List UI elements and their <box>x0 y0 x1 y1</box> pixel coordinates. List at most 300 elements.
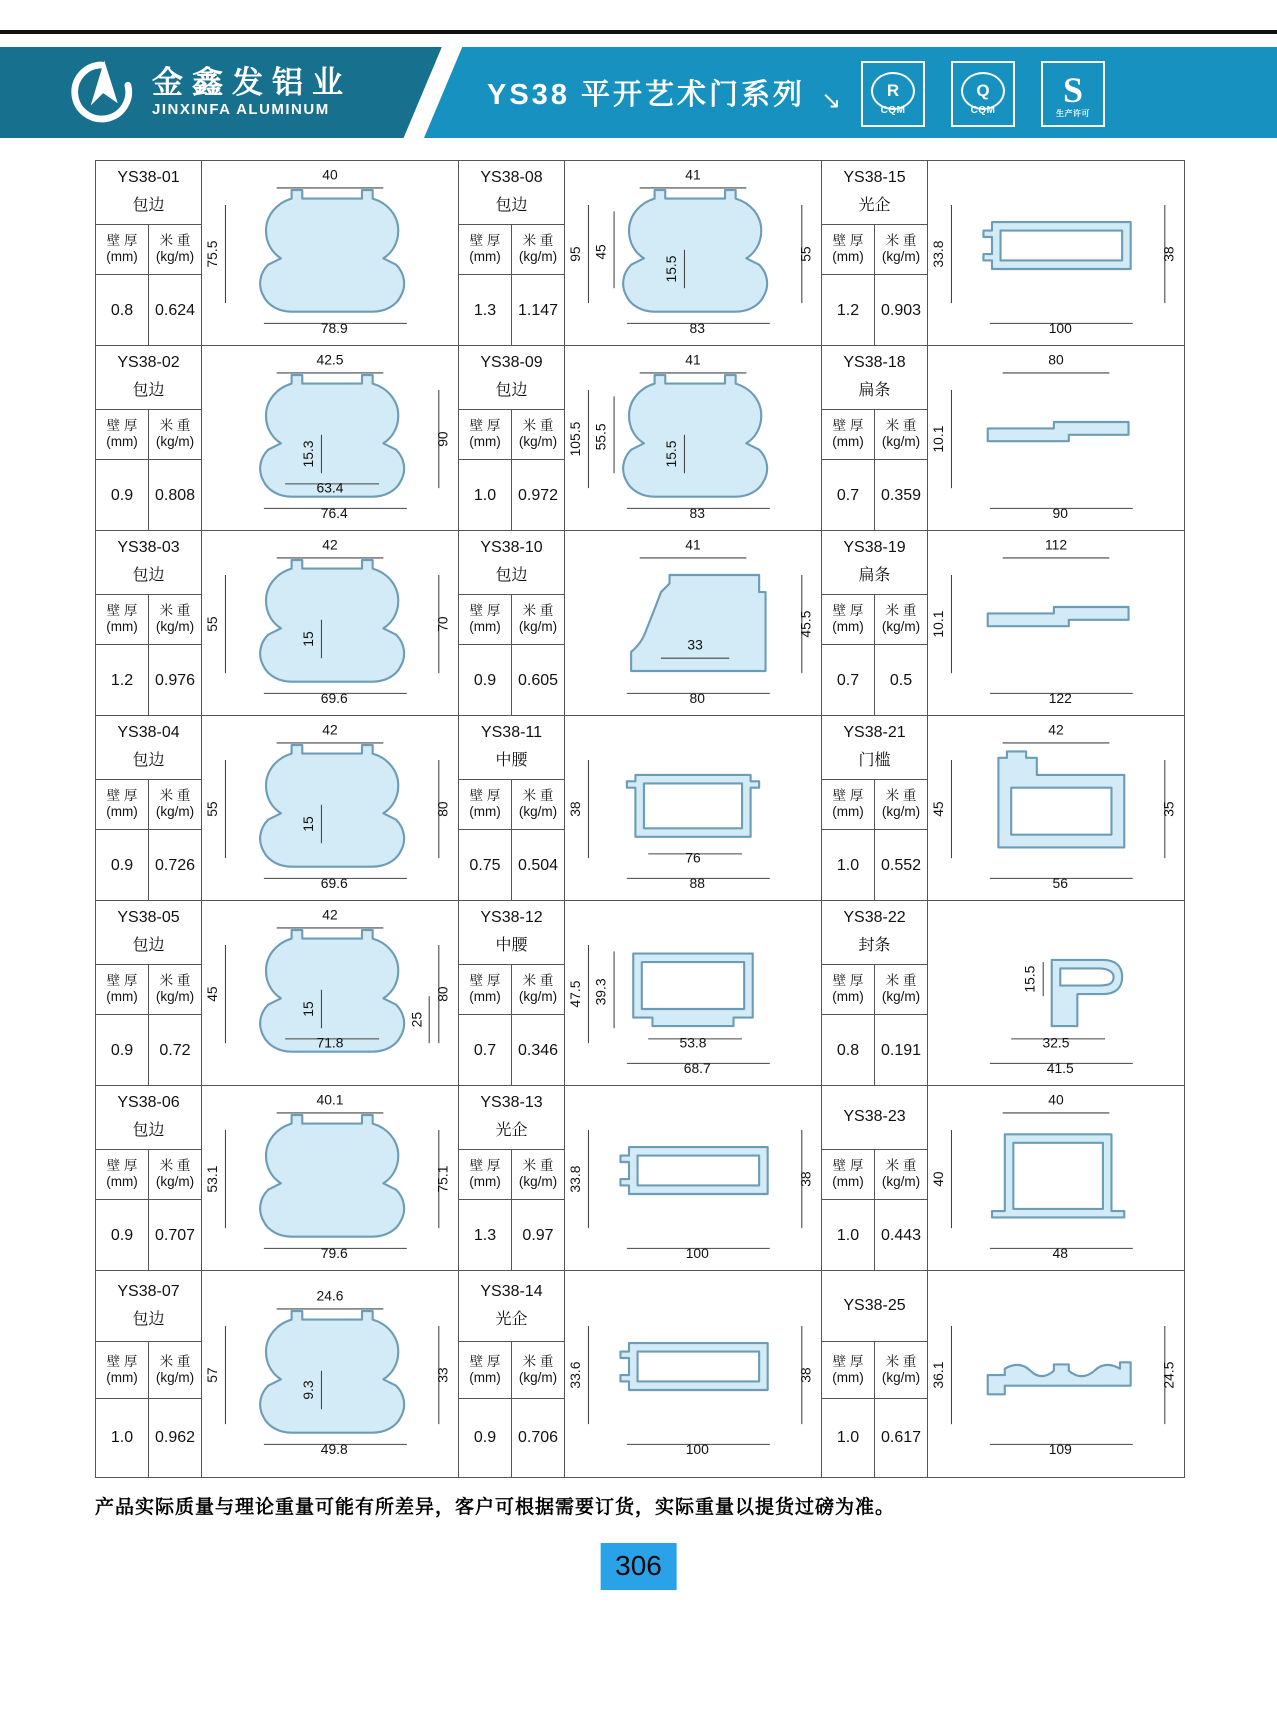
thickness-value: 1.0 <box>822 830 875 900</box>
dimension-label: 80 <box>434 986 451 1002</box>
profile-cell <box>458 346 821 530</box>
profile-title-cell <box>822 531 927 595</box>
dimension-label: 80 <box>434 801 451 817</box>
profile-value-row <box>822 645 927 715</box>
profile-code: YS38-09 <box>480 354 543 372</box>
profile-drawing-area <box>202 346 458 530</box>
thickness-value: 0.9 <box>96 1200 149 1270</box>
profile-title-cell <box>96 1271 201 1342</box>
dimension-label: 41 <box>685 536 701 553</box>
profile-cell <box>458 1086 821 1270</box>
dimension-label: 71.8 <box>316 1034 344 1051</box>
profile-value-row <box>459 1200 564 1270</box>
weight-header: 米 重 (kg/m) <box>881 418 921 450</box>
profile-value-row <box>459 460 564 530</box>
profile-header-row <box>96 595 201 646</box>
profile-value-row <box>459 830 564 900</box>
dimension-label: 55 <box>797 246 814 262</box>
cert-letter-icon <box>1063 69 1083 111</box>
dimension-label: 38 <box>1160 246 1177 262</box>
profile-code: YS38-22 <box>843 909 906 927</box>
profile-type: 包边 <box>132 937 165 955</box>
profile-code: YS38-21 <box>843 724 906 742</box>
series-title <box>487 47 844 138</box>
dimension-label: 38 <box>797 1171 814 1187</box>
profile-value-row <box>822 1015 927 1085</box>
profile-drawing-area <box>565 531 821 715</box>
series-title-text: YS38 平开艺术门系列 <box>487 79 805 111</box>
dimension-label: 36.1 <box>929 1361 946 1389</box>
brand-block <box>66 56 352 128</box>
profile-cell <box>96 531 458 715</box>
thickness-header: 壁 厚 (mm) <box>459 965 512 1015</box>
profile-title-cell <box>96 531 201 595</box>
profile-code: YS38-12 <box>480 909 543 927</box>
cert-sub: CQM <box>880 105 906 116</box>
profile-value-row <box>459 1015 564 1085</box>
profile-header-row <box>822 225 927 276</box>
profile-title-cell <box>459 346 564 410</box>
profile-code: YS38-08 <box>480 169 543 187</box>
profile-value-row <box>822 1399 927 1477</box>
profile-title-cell <box>459 161 564 225</box>
thickness-header: 壁 厚 (mm) <box>459 780 512 830</box>
profile-value-row <box>459 645 564 715</box>
profile-cell <box>821 346 1184 530</box>
profile-header-row <box>822 1150 927 1201</box>
weight-header: 米 重 (kg/m) <box>881 788 921 820</box>
profile-code: YS38-05 <box>117 909 180 927</box>
profile-type: 扁条 <box>858 382 891 400</box>
profile-type: 封条 <box>858 937 891 955</box>
dimension-label: 32.5 <box>1042 1034 1070 1051</box>
dimension-label: 78.9 <box>320 320 348 336</box>
weight-header: 米 重 (kg/m) <box>518 788 558 820</box>
dimension-label: 24.5 <box>1160 1361 1177 1389</box>
profile-header-row <box>822 595 927 646</box>
dimension-label: 55.5 <box>592 423 609 451</box>
profile-code: YS38-11 <box>480 724 543 742</box>
weight-value: 0.504 <box>517 856 559 874</box>
thickness-header: 壁 厚 (mm) <box>822 1342 875 1398</box>
profile-value-row <box>96 1015 201 1085</box>
profile-type: 包边 <box>495 197 528 215</box>
profile-info-table <box>822 1271 928 1477</box>
dimension-label: 33 <box>687 636 703 653</box>
profile-drawing-area <box>928 1271 1184 1477</box>
profile-drawing-area <box>565 716 821 900</box>
profile-cell <box>96 346 458 530</box>
profile-value-row <box>822 275 927 345</box>
weight-header: 米 重 (kg/m) <box>155 233 195 265</box>
thickness-header: 壁 厚 (mm) <box>96 965 149 1015</box>
weight-header: 米 重 (kg/m) <box>518 233 558 265</box>
profile-header-row <box>96 225 201 276</box>
dimension-label: 33.8 <box>929 240 946 268</box>
profile-info-table <box>96 1086 202 1270</box>
dimension-label: 69.6 <box>320 875 348 891</box>
thickness-value: 1.2 <box>96 645 149 715</box>
profile-title-cell <box>96 716 201 780</box>
profile-title-cell <box>459 1271 564 1342</box>
thickness-header: 壁 厚 (mm) <box>459 410 512 460</box>
weight-header: 米 重 (kg/m) <box>518 1353 558 1385</box>
thickness-value: 0.7 <box>822 645 875 715</box>
thickness-header: 壁 厚 (mm) <box>822 780 875 830</box>
profile-value-row <box>822 460 927 530</box>
profile-value-row <box>96 1200 201 1270</box>
page-header <box>0 47 1277 138</box>
dimension-label: 42.5 <box>316 351 344 368</box>
profile-drawing <box>928 1086 1184 1270</box>
profile-info-table <box>459 161 565 345</box>
thickness-value: 1.3 <box>459 275 512 345</box>
thickness-header: 壁 厚 (mm) <box>459 595 512 645</box>
dimension-label: 15.5 <box>662 255 679 283</box>
weight-value: 0.808 <box>154 486 196 504</box>
profile-info-table <box>96 531 202 715</box>
profile-drawing-area <box>928 346 1184 530</box>
profile-value-row <box>96 645 201 715</box>
weight-value: 0.443 <box>880 1226 922 1244</box>
thickness-header: 壁 厚 (mm) <box>459 225 512 275</box>
thickness-value: 0.8 <box>822 1015 875 1085</box>
weight-value: 0.962 <box>154 1429 196 1447</box>
cert-badge-q-cqm <box>951 61 1015 127</box>
weight-header: 米 重 (kg/m) <box>881 973 921 1005</box>
profile-code: YS38-19 <box>843 539 906 557</box>
thickness-header: 壁 厚 (mm) <box>459 1342 512 1398</box>
profile-cell <box>458 901 821 1085</box>
profile-value-row <box>96 275 201 345</box>
weight-value: 1.147 <box>517 301 559 319</box>
dimension-label: 42 <box>322 906 338 923</box>
profile-drawing-area <box>202 531 458 715</box>
cert-sub: 生产许可 <box>1056 109 1090 118</box>
profile-header-row <box>96 780 201 831</box>
dimension-label: 15 <box>299 1001 316 1017</box>
profile-title-cell <box>459 1086 564 1150</box>
dimension-label: 45 <box>592 244 609 260</box>
profile-info-table <box>459 346 565 530</box>
weight-value: 0.706 <box>517 1429 559 1447</box>
dimension-label: 55 <box>203 616 220 632</box>
dimension-label: 40 <box>929 1171 946 1187</box>
weight-value: 0.5 <box>889 671 913 689</box>
profile-header-row <box>459 1150 564 1201</box>
profile-value-row <box>822 1200 927 1270</box>
profile-value-row <box>96 1399 201 1477</box>
profile-header-row <box>96 410 201 461</box>
dimension-label: 40.1 <box>316 1091 344 1108</box>
profile-header-row <box>459 1342 564 1399</box>
profile-drawing <box>565 1271 821 1477</box>
dimension-label: 69.6 <box>320 690 348 706</box>
profile-header-row <box>96 1342 201 1399</box>
profile-drawing <box>202 901 458 1085</box>
profile-type: 包边 <box>132 752 165 770</box>
profile-row <box>96 716 1184 901</box>
dimension-label: 41 <box>685 166 701 183</box>
profile-drawing-area <box>202 161 458 345</box>
profile-drawing <box>565 161 821 345</box>
cert-badge-r-cqm <box>861 61 925 127</box>
weight-header: 米 重 (kg/m) <box>881 1353 921 1385</box>
thickness-value: 0.7 <box>459 1015 512 1085</box>
profile-info-table <box>96 716 202 900</box>
profile-drawing <box>202 531 458 715</box>
dimension-label: 76.4 <box>320 505 348 521</box>
profile-title-cell <box>459 901 564 965</box>
profile-drawing <box>565 531 821 715</box>
profile-header-row <box>96 1150 201 1201</box>
dimension-label: 15 <box>299 816 316 832</box>
thickness-header: 壁 厚 (mm) <box>822 595 875 645</box>
profile-title-cell <box>459 716 564 780</box>
profile-drawing <box>202 1086 458 1270</box>
weight-header: 米 重 (kg/m) <box>155 973 195 1005</box>
weight-header: 米 重 (kg/m) <box>518 1158 558 1190</box>
profile-cell <box>821 531 1184 715</box>
profile-code: YS38-06 <box>117 1094 180 1112</box>
profile-title-cell <box>822 901 927 965</box>
thickness-header: 壁 厚 (mm) <box>822 410 875 460</box>
weight-header: 米 重 (kg/m) <box>518 418 558 450</box>
dimension-label: 83 <box>689 320 705 336</box>
profile-type: 扁条 <box>858 567 891 585</box>
profile-cell <box>821 161 1184 345</box>
profile-code: YS38-02 <box>117 354 180 372</box>
cert-sub: CQM <box>970 105 996 116</box>
profile-cell <box>96 1086 458 1270</box>
dimension-label: 42 <box>322 721 338 738</box>
profile-title-cell <box>96 901 201 965</box>
profile-header-row <box>822 965 927 1016</box>
cert-letter: Q <box>976 81 990 100</box>
thickness-header: 壁 厚 (mm) <box>96 225 149 275</box>
profile-value-row <box>96 460 201 530</box>
profile-title-cell <box>822 346 927 410</box>
dimension-label: 88 <box>689 875 705 891</box>
profile-header-row <box>459 410 564 461</box>
dimension-label: 15.3 <box>299 440 316 468</box>
weight-header: 米 重 (kg/m) <box>881 233 921 265</box>
dimension-label: 35 <box>1160 801 1177 817</box>
profile-drawing <box>928 901 1184 1085</box>
weight-header: 米 重 (kg/m) <box>155 603 195 635</box>
dimension-label: 76 <box>685 849 701 866</box>
dimension-label: 80 <box>689 690 705 706</box>
page-number: 306 <box>600 1543 677 1590</box>
dimension-label: 33.6 <box>566 1361 583 1389</box>
profile-info-table <box>822 901 928 1085</box>
dimension-label: 105.5 <box>566 421 583 457</box>
dimension-label: 112 <box>1044 536 1068 553</box>
dimension-label: 53.8 <box>679 1034 707 1051</box>
profile-cell <box>458 531 821 715</box>
profile-type: 光企 <box>495 1311 528 1329</box>
profile-type: 中腰 <box>495 937 528 955</box>
cert-badge-production-license <box>1041 61 1105 127</box>
profile-drawing-area <box>202 1086 458 1270</box>
profile-drawing-area <box>565 346 821 530</box>
dimension-label: 122 <box>1048 690 1072 706</box>
profile-cell <box>96 161 458 345</box>
profile-title-cell <box>822 716 927 780</box>
dimension-label: 10.1 <box>929 425 946 453</box>
weight-header: 米 重 (kg/m) <box>155 1158 195 1190</box>
profile-info-table <box>459 901 565 1085</box>
weight-header: 米 重 (kg/m) <box>881 1158 921 1190</box>
dimension-label: 41.5 <box>1046 1060 1074 1076</box>
profile-drawing-area <box>565 161 821 345</box>
top-rule <box>0 30 1277 34</box>
profile-drawing-area <box>202 901 458 1085</box>
thickness-header: 壁 厚 (mm) <box>96 1342 149 1398</box>
dimension-label: 9.3 <box>299 1380 316 1400</box>
profile-type: 包边 <box>132 567 165 585</box>
dimension-label: 48 <box>1052 1245 1068 1261</box>
weight-header: 米 重 (kg/m) <box>881 603 921 635</box>
weight-value: 0.97 <box>522 1226 554 1244</box>
thickness-header: 壁 厚 (mm) <box>822 1150 875 1200</box>
profile-drawing <box>202 161 458 345</box>
footer-note: 产品实际质量与理论重量可能有所差异，客户可根据需要订货，实际重量以提货过磅为准。 <box>95 1497 896 1518</box>
profile-info-table <box>96 1271 202 1477</box>
thickness-header: 壁 厚 (mm) <box>96 410 149 460</box>
profile-row <box>96 1086 1184 1271</box>
profile-row <box>96 346 1184 531</box>
profile-drawing-area <box>565 901 821 1085</box>
weight-value: 0.903 <box>880 301 922 319</box>
profile-cell <box>458 1271 821 1477</box>
profile-type: 中腰 <box>495 752 528 770</box>
profile-drawing <box>565 1086 821 1270</box>
profile-code: YS38-14 <box>480 1283 543 1301</box>
thickness-value: 0.9 <box>459 645 512 715</box>
profile-info-table <box>822 531 928 715</box>
dimension-label: 55 <box>203 801 220 817</box>
profile-drawing <box>565 346 821 530</box>
dimension-label: 100 <box>685 1441 709 1457</box>
thickness-header: 壁 厚 (mm) <box>822 965 875 1015</box>
weight-value: 0.624 <box>154 301 196 319</box>
dimension-label: 47.5 <box>566 980 583 1008</box>
profile-info-table <box>459 1086 565 1270</box>
profile-drawing <box>928 531 1184 715</box>
profile-drawing <box>928 1271 1184 1477</box>
dimension-label: 90 <box>1052 505 1068 521</box>
dimension-label: 42 <box>1048 721 1064 738</box>
profile-cell <box>821 716 1184 900</box>
thickness-value: 0.75 <box>459 830 512 900</box>
dimension-label: 38 <box>797 1367 814 1383</box>
profile-info-table <box>459 716 565 900</box>
profile-drawing-area <box>202 1271 458 1477</box>
profile-drawing-area <box>928 161 1184 345</box>
profile-info-table <box>459 1271 565 1477</box>
dimension-label: 95 <box>566 246 583 262</box>
thickness-header: 壁 厚 (mm) <box>96 780 149 830</box>
dimension-label: 39.3 <box>592 978 609 1006</box>
profile-code: YS38-23 <box>843 1108 906 1126</box>
dimension-label: 15 <box>299 631 316 647</box>
dimension-label: 109 <box>1048 1441 1072 1457</box>
thickness-header: 壁 厚 (mm) <box>96 595 149 645</box>
dimension-label: 75.5 <box>203 240 220 268</box>
brand-name-en: JINXINFA ALUMINUM <box>152 100 330 118</box>
dimension-label: 100 <box>685 1245 709 1261</box>
dimension-label: 45 <box>929 801 946 817</box>
profile-drawing <box>202 346 458 530</box>
profile-drawing-area <box>928 1086 1184 1270</box>
profile-drawing <box>202 716 458 900</box>
profile-header-row <box>459 225 564 276</box>
dimension-label: 70 <box>434 616 451 632</box>
cert-letter: R <box>886 81 900 100</box>
profile-cell <box>458 716 821 900</box>
profile-type: 光企 <box>858 197 891 215</box>
profile-info-table <box>459 531 565 715</box>
profile-row <box>96 531 1184 716</box>
profile-info-table <box>822 716 928 900</box>
dimension-label: 90 <box>434 431 451 447</box>
profile-title-cell <box>459 531 564 595</box>
dimension-label: 80 <box>1048 351 1064 368</box>
profile-type: 包边 <box>495 567 528 585</box>
dimension-label: 68.7 <box>683 1060 711 1076</box>
profile-header-row <box>822 410 927 461</box>
profile-drawing-area <box>565 1086 821 1270</box>
profile-row <box>96 161 1184 346</box>
profile-drawing-area <box>928 716 1184 900</box>
profile-code: YS38-10 <box>480 539 543 557</box>
profile-drawing <box>928 161 1184 345</box>
thickness-value: 0.8 <box>96 275 149 345</box>
profile-header-row <box>822 780 927 831</box>
profile-code: YS38-25 <box>843 1297 906 1315</box>
profile-info-table <box>96 901 202 1085</box>
profile-type: 包边 <box>132 1122 165 1140</box>
weight-value: 0.617 <box>880 1429 922 1447</box>
thickness-value: 0.9 <box>96 830 149 900</box>
dimension-label: 33 <box>434 1367 451 1383</box>
thickness-value: 1.0 <box>822 1399 875 1477</box>
profile-code: YS38-18 <box>843 354 906 372</box>
dimension-label: 42 <box>322 536 338 553</box>
profile-title-cell <box>96 1086 201 1150</box>
profile-type: 门槛 <box>858 752 891 770</box>
profile-header-row <box>96 965 201 1016</box>
profile-header-row <box>459 780 564 831</box>
dimension-label: 83 <box>689 505 705 521</box>
thickness-value: 0.9 <box>96 460 149 530</box>
dimension-label: 45.5 <box>797 610 814 638</box>
profile-drawing <box>202 1271 458 1477</box>
dimension-label: 79.6 <box>320 1245 348 1261</box>
profile-info-table <box>96 346 202 530</box>
profile-title-cell <box>822 161 927 225</box>
weight-value: 0.346 <box>517 1041 559 1059</box>
thickness-value: 1.2 <box>822 275 875 345</box>
weight-header: 米 重 (kg/m) <box>155 418 195 450</box>
dimension-label: 24.6 <box>316 1287 344 1304</box>
dimension-label: 10.1 <box>929 610 946 638</box>
profile-title-cell <box>96 346 201 410</box>
profile-row <box>96 901 1184 1086</box>
profile-drawing-area <box>565 1271 821 1477</box>
profile-type: 包边 <box>132 197 165 215</box>
